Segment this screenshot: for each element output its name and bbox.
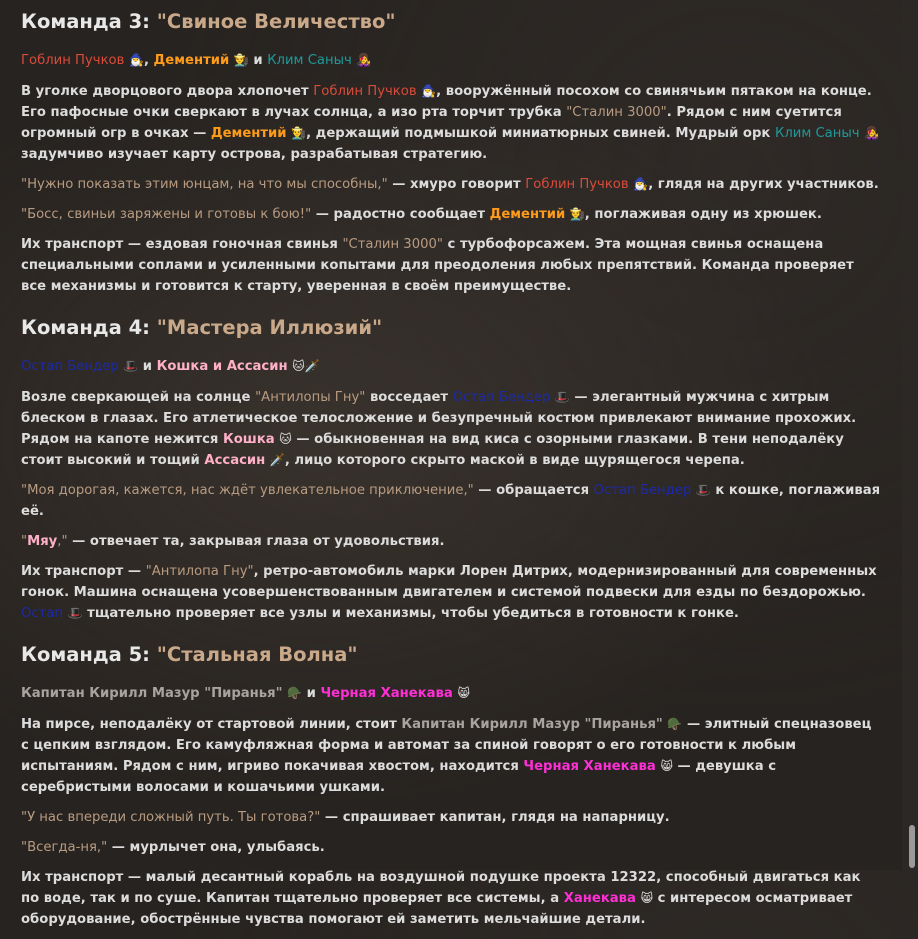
story-content xyxy=(21,0,881,939)
top-hat-icon: 🎩 xyxy=(695,483,711,497)
team5-crew: Капитан Кирилл Мазур "Пиранья" 🪖 и Черная Ханекава 😸 xyxy=(21,686,470,701)
team3-paragraph-4: Их транспорт — ездовая гоночная свинья "Сталин 3000" с турбофорсажем. Эта мощная свинья оснащена специальными соплами и усиленными копытами для преодоления любых препятствий. Команда проверяет все механизмы и готовится к старту, уверенная в своём преимуществе. xyxy=(21,237,854,294)
team5-paragraph-3: "Всегда-ня," — мурлычет она, улыбаясь. xyxy=(21,840,325,855)
char-ostap-bender: Остап Бендер xyxy=(21,359,119,374)
cat-dagger-icon: 🐱🗡️ xyxy=(292,359,320,373)
dagger-icon: 🗡️ xyxy=(269,453,285,467)
team3-heading: Команда 3: "Свиное Величество" xyxy=(21,10,396,33)
farmer-icon: 👨‍🌾 xyxy=(291,126,307,140)
team3-name: "Свиное Величество" xyxy=(156,10,396,33)
team5-name: "Стальная Волна" xyxy=(156,643,358,666)
team5-paragraph-1: На пирсе, неподалёку от стартовой линии, стоит Капитан Кирилл Мазур "Пиранья" 🪖 — элитный спецназовец с цепким взглядом. Его камуфляжная форма и автомат за спиной говорят о его готовности к любым испытаниям. Рядом с ним, игриво покачивая хвостом, находится Черная Ханекава 😸 — девушка с серебристыми волосами и кошачьими ушками. xyxy=(21,717,872,795)
wizard-icon: 🧙‍♂️ xyxy=(421,84,437,98)
team5-paragraph-4: Их транспорт — малый десантный корабль на воздушной подушке проекта 12322, способный двигаться как по воде, так и по суше. Капитан тщательно проверяет все системы, а Ханекава 😸 с интересом осматривает оборудование, обострённые чувства помогают ей заметить мельчайшие детали. xyxy=(21,870,861,927)
farmer-icon: 👨‍🌾 xyxy=(569,207,585,221)
team4-heading: Команда 4: "Мастера Иллюзий" xyxy=(21,316,383,339)
team5-paragraph-2: "У нас впереди сложный путь. Ты готова?" — спрашивает капитан, глядя на напарницу. xyxy=(21,810,670,825)
team5-heading: Команда 5: "Стальная Волна" xyxy=(21,643,358,666)
cat-icon: 🐱 xyxy=(279,432,292,446)
cat-face-icon: 😸 xyxy=(457,686,470,700)
top-hat-icon: 🎩 xyxy=(123,359,139,373)
char-dementiy: Дементий xyxy=(153,53,230,68)
team4-crew: Остап Бендер 🎩 и Кошка и Ассасин 🐱🗡️ xyxy=(21,359,320,374)
wizard-icon: 🧙‍♂️ xyxy=(128,53,144,67)
team4-paragraph-1: Возле сверкающей на солнце "Антилопы Гну" восседает Остап Бендер 🎩 — элегантный мужчина с хитрым блеском в глазах. Его атлетическое телосложение и безупречный костюм привлекают внимание прохожих. Рядом на капоте нежится Кошка 🐱 — обыкновенная на вид киса с озорными глазками. В тени неподалёку стоит высокий и тощий Ассасин 🗡️, лицо которого скрыто маской в виде щурящегося черепа. xyxy=(21,390,857,468)
char-klim-sanych: Клим Саныч xyxy=(267,53,352,68)
char-goblin-puchkov: Гоблин Пучков xyxy=(21,53,125,68)
team4-name: "Мастера Иллюзий" xyxy=(156,316,383,339)
cat-face-icon: 😸 xyxy=(640,891,654,905)
char-kirill-mazur: Капитан Кирилл Мазур "Пиранья" xyxy=(21,686,283,701)
top-hat-icon: 🎩 xyxy=(554,390,570,404)
cat-face-icon: 😸 xyxy=(660,759,673,773)
scrollbar-thumb[interactable] xyxy=(909,825,915,868)
team3-paragraph-3: "Босс, свиньи заряжены и готовы к бою!" — радостно сообщает Дементий 👨‍🌾, поглаживая одну из хрюшек. xyxy=(21,207,822,222)
scrollbar[interactable] xyxy=(902,0,918,870)
team3-crew: Гоблин Пучков 🧙‍♂️, Дементий 👨‍🌾 и Клим Саныч 👩‍🎤 xyxy=(21,53,372,68)
top-hat-icon: 🎩 xyxy=(67,606,83,620)
farmer-icon: 👨‍🌾 xyxy=(233,53,249,67)
team4-paragraph-3: "Мяу," — отвечает та, закрывая глаза от удовольствия. xyxy=(21,534,445,549)
team3-paragraph-2: "Нужно показать этим юнцам, на что мы способны," — хмуро говорит Гоблин Пучков 🧙‍♂️, глядя на других участников. xyxy=(21,177,879,192)
helmet-icon: 🪖 xyxy=(287,686,303,700)
singer-icon: 👩‍🎤 xyxy=(864,126,880,140)
helmet-icon: 🪖 xyxy=(667,717,683,731)
singer-icon: 👩‍🎤 xyxy=(356,53,372,67)
char-cat-and-assassin: Кошка и Ассасин xyxy=(156,359,288,374)
team4-paragraph-4: Их транспорт — "Антилопа Гну", ретро-автомобиль марки Лорен Дитрих, модернизированный для современных гонок. Машина оснащена усовершенствованным двигателем и системой подвески для езды по бездорожью. Остап 🎩 тщательно проверяет все узлы и механизмы, чтобы убедиться в готовности к гонке. xyxy=(21,564,877,621)
wizard-icon: 🧙‍♂️ xyxy=(633,177,649,191)
char-black-hanekawa: Черная Ханекава xyxy=(320,686,453,701)
team3-paragraph-1: В уголке дворцового двора хлопочет Гоблин Пучков 🧙‍♂️, вооружённый посохом со свинячьим пятаком на конце. Его пафосные очки сверкают в лучах солнца, а изо рта торчит трубка "Сталин 3000". Рядом с ним суетится огромный огр в очках — Дементий 👨‍🌾, держащий подмышкой миниатюрных свиней. Мудрый орк Клим Саныч 👩‍🎤 задумчиво изучает карту острова, разрабатывая стратегию. xyxy=(21,84,880,162)
team4-paragraph-2: "Моя дорогая, кажется, нас ждёт увлекательное приключение," — обращается Остап Бендер 🎩 к кошке, поглаживая её. xyxy=(21,483,881,519)
